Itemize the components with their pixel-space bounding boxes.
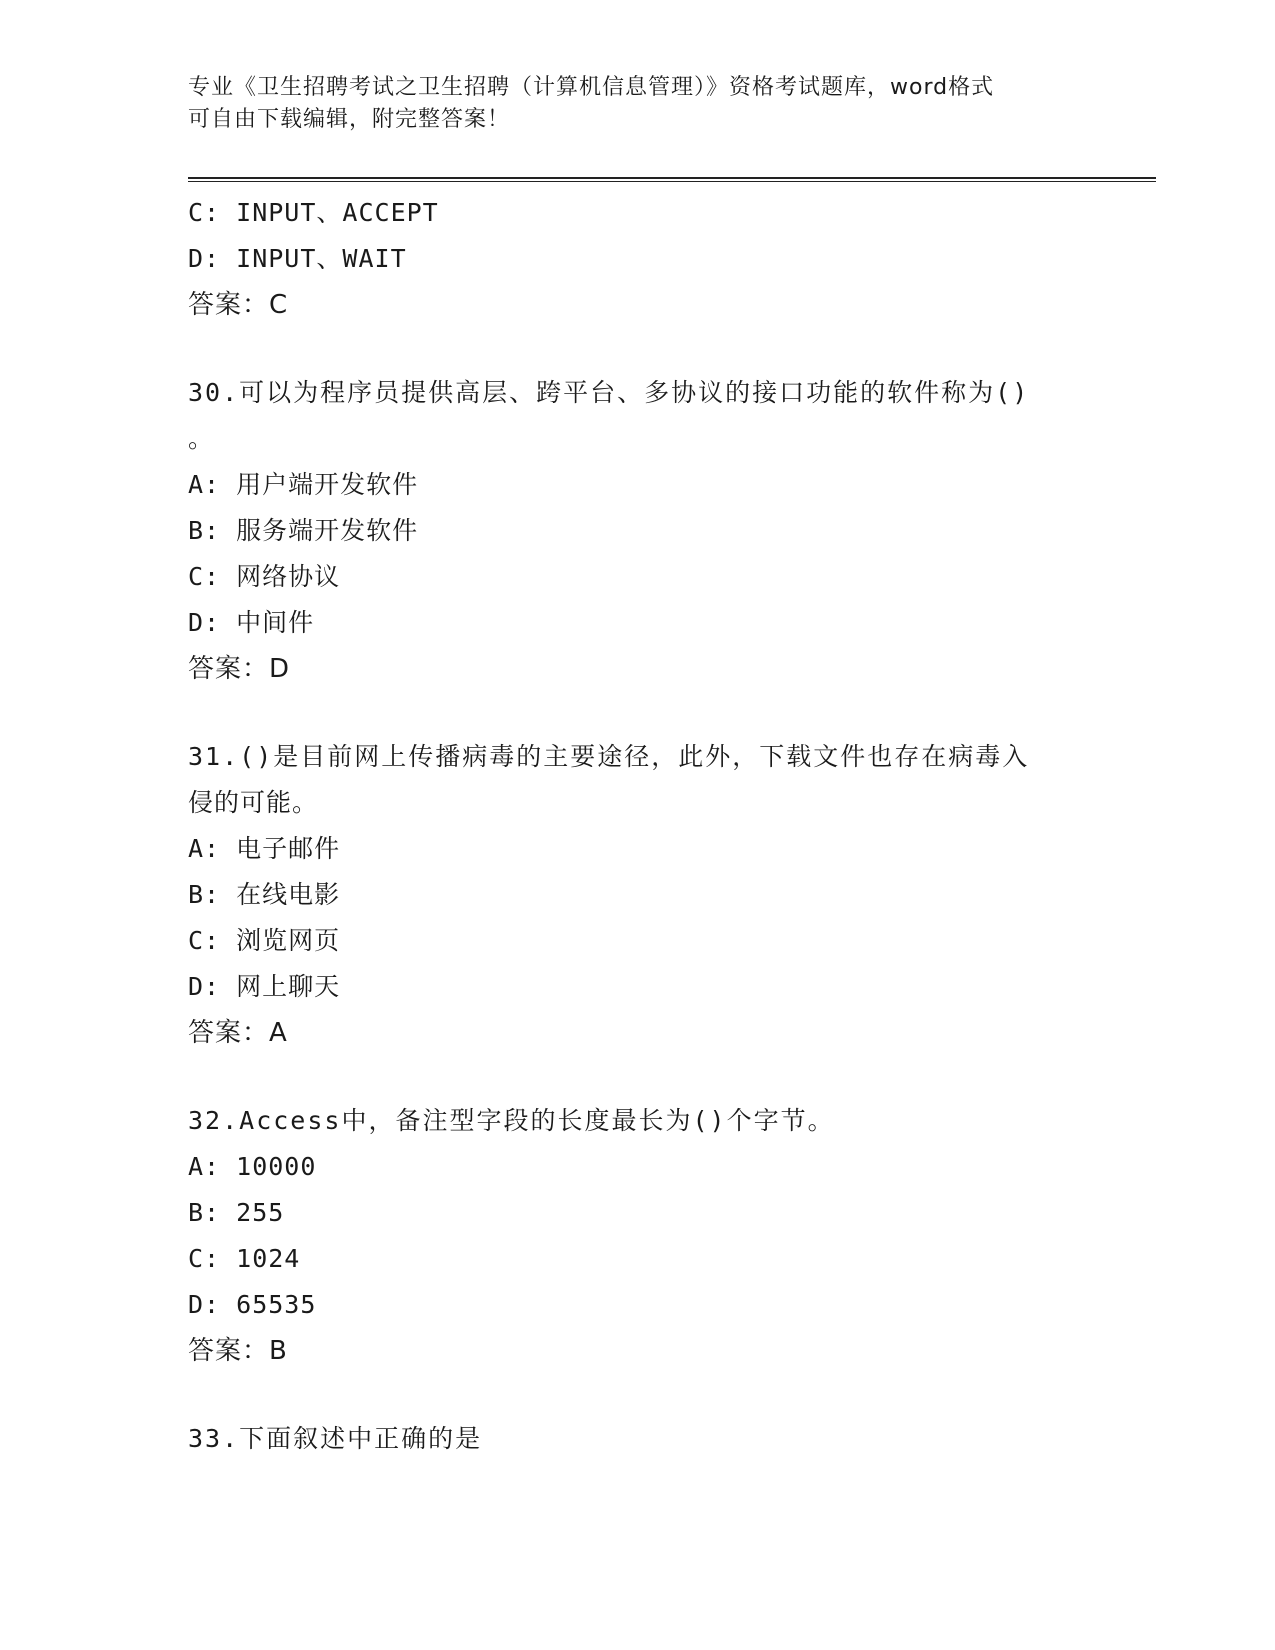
header-divider: [188, 177, 1156, 182]
option-c: C: INPUT、ACCEPT: [188, 198, 439, 227]
question-text: 31.()是目前网上传播病毒的主要途径，此外，下载文件也存在病毒入: [188, 742, 1030, 771]
option-c: C: 1024: [188, 1244, 301, 1273]
option-c: C: 网络协议: [188, 562, 341, 591]
document-header: [188, 72, 1068, 136]
question-list: [188, 190, 1088, 1462]
answer-label: 答案：D: [188, 654, 291, 684]
header-line-1: 专业《卫生招聘考试之卫生招聘（计算机信息管理）》资格考试题库，word格式: [188, 75, 995, 100]
question-29-tail: [188, 190, 1088, 328]
option-a: A: 用户端开发软件: [188, 470, 419, 499]
question-text: 30.可以为程序员提供高层、跨平台、多协议的接口功能的软件称为(): [188, 378, 1030, 407]
answer-label: 答案：C: [188, 290, 289, 320]
option-a: A: 10000: [188, 1152, 317, 1181]
header-line-2: 可自由下载编辑，附完整答案！: [188, 107, 511, 132]
option-c: C: 浏览网页: [188, 926, 341, 955]
option-b: B: 在线电影: [188, 880, 341, 909]
option-b: B: 255: [188, 1198, 285, 1227]
option-d: D: 网上聊天: [188, 972, 341, 1001]
question-32: [188, 1098, 1088, 1374]
option-a: A: 电子邮件: [188, 834, 341, 863]
answer-label: 答案：B: [188, 1336, 288, 1366]
option-b: B: 服务端开发软件: [188, 516, 419, 545]
question-text: 32.Access中，备注型字段的长度最长为()个字节。: [188, 1106, 835, 1135]
question-33: [188, 1416, 1088, 1462]
question-text-continued: 。: [188, 424, 215, 453]
option-d: D: 中间件: [188, 608, 315, 637]
question-31: [188, 734, 1088, 1056]
question-30: [188, 370, 1088, 692]
question-text-continued: 侵的可能。: [188, 788, 319, 817]
answer-label: 答案：A: [188, 1018, 288, 1048]
option-d: D: 65535: [188, 1290, 317, 1319]
question-text: 33.下面叙述中正确的是: [188, 1424, 483, 1453]
option-d: D: INPUT、WAIT: [188, 244, 407, 273]
